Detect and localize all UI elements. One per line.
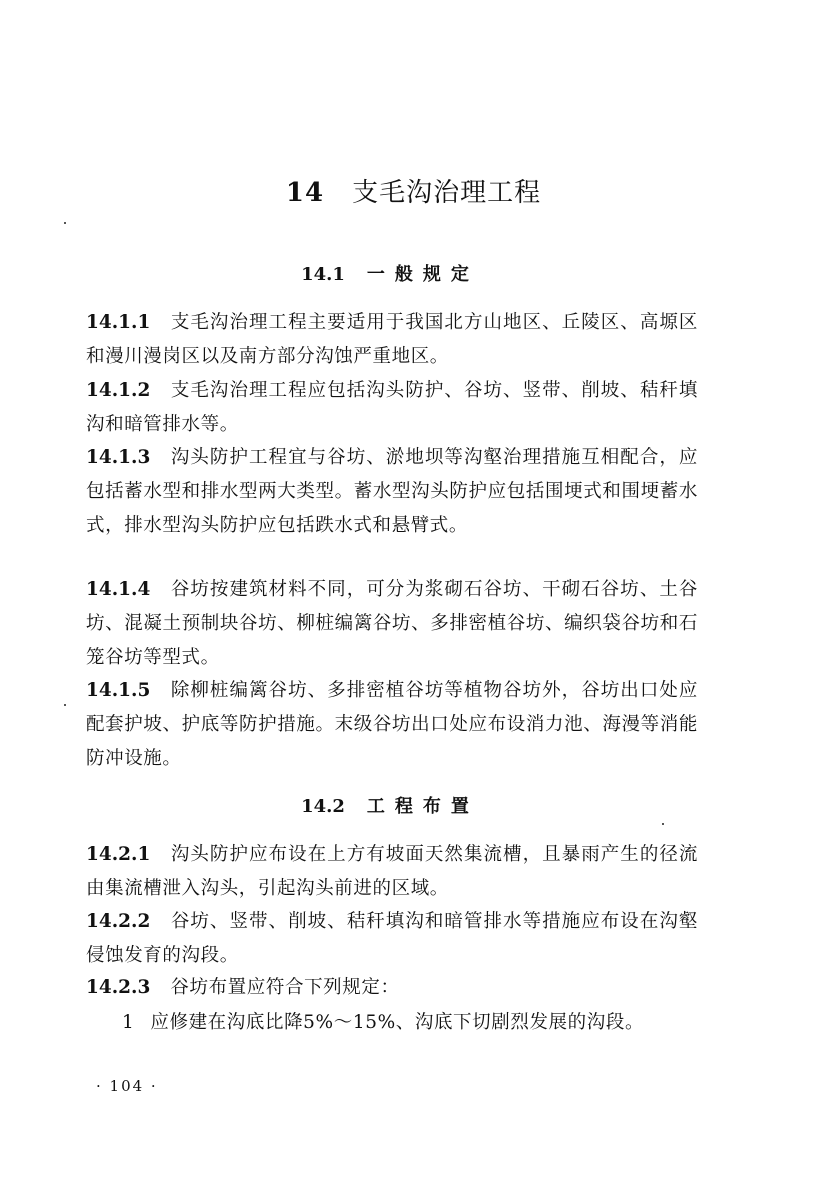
clause-14-2-1 <box>86 838 698 906</box>
section-number: 14.1 <box>301 264 345 285</box>
section-title-text: 一般规定 <box>366 264 479 285</box>
clause-text: 支毛沟治理工程主要适用于我国北方山地区、丘陵区、高塬区和漫川漫岗区以及南方部分沟蚀严重地区。 <box>86 312 698 367</box>
scan-speck <box>64 704 66 706</box>
clause-text: 除柳桩编篱谷坊、多排密植谷坊等植物谷坊外，谷坊出口处应配套护坡、护底等防护措施。末级谷坊出口处应布设消力池、海漫等消能防冲设施。 <box>86 680 698 769</box>
list-item-1 <box>86 1006 698 1040</box>
clause-number: 14.1.2 <box>86 380 151 401</box>
section-title-14-1 <box>0 260 780 286</box>
clause-text: 谷坊布置应符合下列规定： <box>170 977 400 998</box>
clause-number: 14.2.3 <box>86 977 151 998</box>
clause-number: 14.2.2 <box>86 911 151 932</box>
section-number: 14.2 <box>301 796 345 817</box>
clause-number: 14.1.4 <box>86 579 151 600</box>
clause-14-1-4 <box>86 573 698 675</box>
section-title-text: 工程布置 <box>366 796 479 817</box>
clause-number: 14.1.3 <box>86 447 151 468</box>
clause-text: 沟头防护工程宜与谷坊、淤地坝等沟壑治理措施互相配合，应包括蓄水型和排水型两大类型。蓄水型沟头防护应包括围埂式和围埂蓄水式，排水型沟头防护应包括跌水式和悬臂式。 <box>86 447 698 536</box>
clause-number: 14.1.1 <box>86 312 151 333</box>
clause-14-2-2 <box>86 905 698 973</box>
clause-text: 谷坊、竖带、削坡、秸秆填沟和暗管排水等措施应布设在沟壑侵蚀发育的沟段。 <box>86 911 698 966</box>
item-number: 1 <box>122 1012 135 1033</box>
clause-14-2-3 <box>86 971 698 1005</box>
clause-14-1-3 <box>86 441 698 543</box>
clause-14-1-1 <box>86 306 698 374</box>
chapter-title-text: 支毛沟治理工程 <box>352 178 542 208</box>
clause-number: 14.2.1 <box>86 844 151 865</box>
clause-text: 支毛沟治理工程应包括沟头防护、谷坊、竖带、削坡、秸秆填沟和暗管排水等。 <box>86 380 698 435</box>
item-text: 应修建在沟底比降5%～15%、沟底下切剧烈发展的沟段。 <box>150 1012 645 1033</box>
scan-speck <box>662 823 664 825</box>
chapter-number: 14 <box>285 178 325 208</box>
chapter-title <box>0 172 827 209</box>
clause-text: 沟头防护应布设在上方有坡面天然集流槽，且暴雨产生的径流由集流槽泄入沟头，引起沟头前进的区域。 <box>86 844 698 899</box>
scan-speck <box>64 222 66 224</box>
clause-number: 14.1.5 <box>86 680 151 701</box>
clause-14-1-5 <box>86 674 698 776</box>
clause-14-1-2 <box>86 374 698 442</box>
clause-text: 谷坊按建筑材料不同，可分为浆砌石谷坊、干砌石谷坊、土谷坊、混凝土预制块谷坊、柳桩编篱谷坊、多排密植谷坊、编织袋谷坊和石笼谷坊等型式。 <box>86 579 698 668</box>
section-title-14-2 <box>0 792 780 818</box>
page-number: · 104 · <box>96 1077 158 1095</box>
